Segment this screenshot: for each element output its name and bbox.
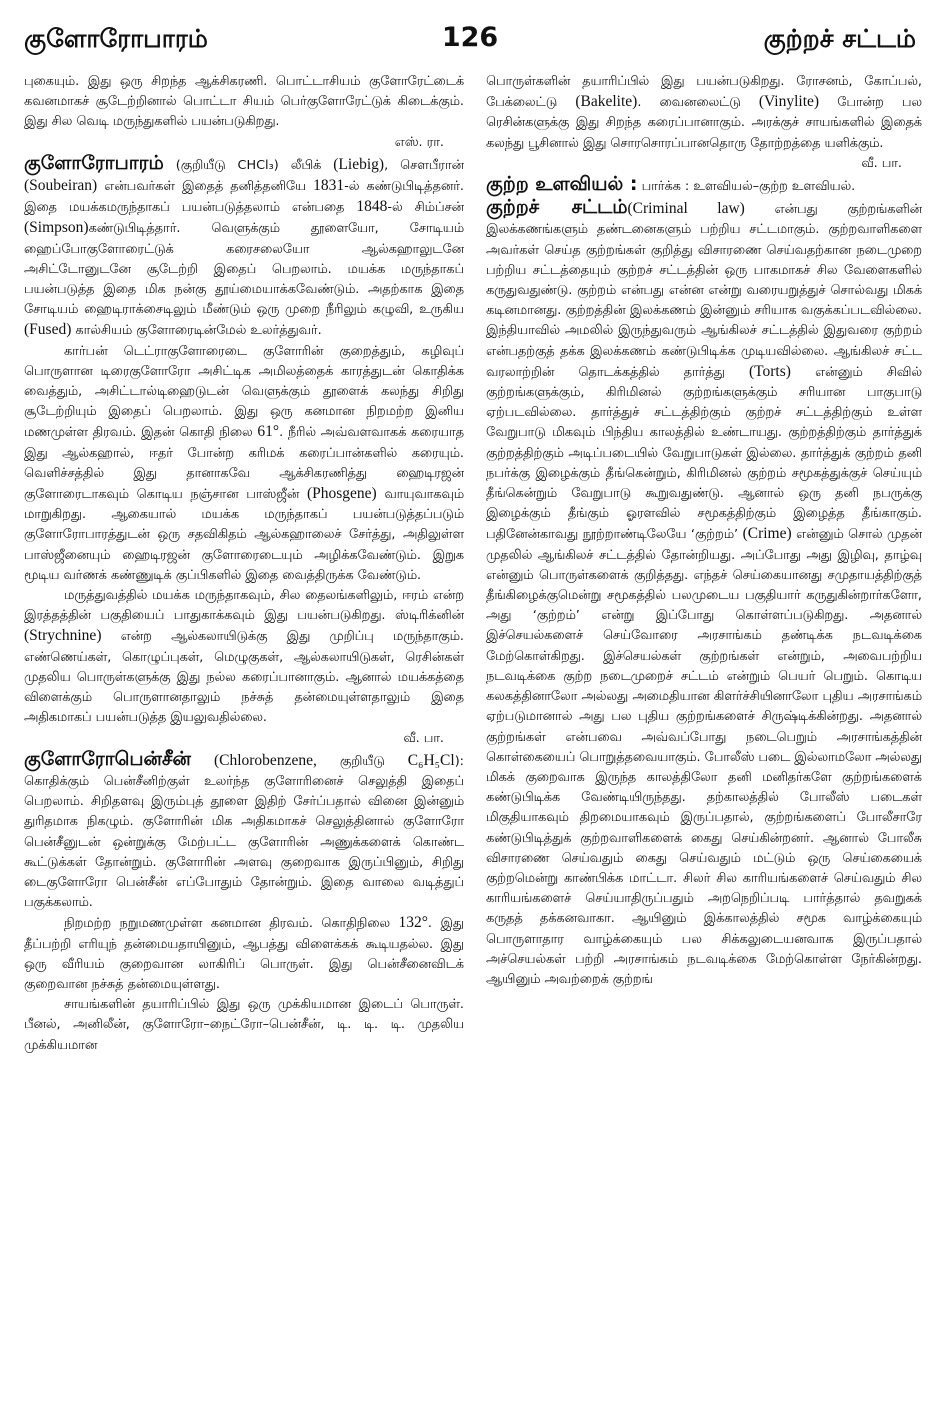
english-term: (Phosgene) bbox=[306, 485, 377, 503]
paragraph bbox=[24, 586, 464, 749]
english-term: (Chlorobenzene, bbox=[213, 751, 317, 769]
cross-reference: பார்க்க : உளவியல்–குற்ற உளவியல். bbox=[637, 179, 856, 195]
paragraph-text: வாயுவாகவும் மாறுகிறது. ஆகையால் மயக்க மருந்தாகப் பயன்படுத்தப்படும் குளோரோபாரத்துடன் ஒரு சதவிகிதம் ஆல்கஹாலைச் சேர்த்து, அதிலுள்ள பாஸ்ஜீனையும் ஹைடிரஜன் குளோரைடையும் அழிக்கவேண்டும். இறுக மூடிய வர்ணக் கண்ணுடிக் குப்பிகளில் இதை வைத்திருக்க வேண்டும். bbox=[24, 487, 464, 583]
running-head bbox=[24, 22, 916, 62]
paragraph-text: போன்ற பல ரெசின்களுக்கு இது சிறந்த கரைப்பானாகும். அரக்குச் சாயங்களில் இதைக் கலந்து பூசினால் இது சொரசொரப்பானதொரு தோற்றத்தை யளிக்கும். bbox=[486, 95, 922, 151]
english-term: (Crime) bbox=[742, 525, 792, 543]
entry-text: என்னும் சொல் முதன் முதலில் ஆங்கிலச் சட்டத்தில் தோன்றியது. அப்போது அது இழிவு, தாழ்வு என்னும் பொருள்களைக் குறித்தது. எந்தச் செய்கையானது சமுதாயத்திற்குத் தீங்கிழைக்குமென்று சமூகத்தில் பலமுடைய பகுதியார் கருதுகின்றார்களோ, அது ‘குற்றம்’ என்று இப்போது கொள்ளப்படுகிறது. அதனால் இச்செயல்களைச் செய்வோரை அரசாங்கம் தண்டிக்க நடவடிக்கை மேற்கொள்கிறது. இச்செயல்கள் குற்றங்கள் என்றும், அவைபற்றிய நடவடிக்கை குற்ற நடைமுறைச் சட்டம் என்றும் பெயர் பெறும். கொடிய கலகத்தினாலோ அல்லது அமைதியான கிளர்ச்சியினாலோ புதிய அரசாங்கம் ஏற்படுமானால் அது பல புதிய குற்றங்களைச் சிருஷ்டிக்கின்றது. அதனால் குற்றங்கள் என்பவை அவ்வப்போது நடைபெறும் அரசாங்கத்தின் கொள்கையைப் பொறுத்தவையாகும். போலீஸ் படை இல்லாமலோ அல்லது மிகக் குறைவாக இருந்த காலத்திலோ தனி மனிதர்களே குற்றங்களைக் கண்டுபிடிக்க வேண்டியிருந்தது. தற்காலத்தில் போலீஸ் படைகள் மிகுதியாகவும் திறமையாகவும் இருப்பதால், குற்றங்களைப் போலீசாரே கண்டுபிடித்துக் குற்றவாளிகளைக் கைது செய்கின்றனர். ஆனால் போலீசு விசாரணை செய்வதும் கைது செய்வதும் மட்டும் ஒரு செய்கையைக் குற்றமென்று காண்பிக்க மாட்டா. சிலர் சில காரியங்களைச் செய்வதும் சில காரியங்களைச் செய்யாதிருப்பதும் அறநெறிப்படி பார்த்தால் தவறுகக் கருதத் தக்கனவாகா. ஆயினும் இக்காலத்தில் சமூக வாழ்க்கையும் பொருளாதார வாழ்க்கையும் பல சிக்கலுடையனவாக இருப்பதால் அச்செயல்கள் பற்றி அரசாங்கம் நடவடிக்கை மேற்கொள்ள நேர்கின்றது. ஆயினும் அவற்றைக் குற்றங் bbox=[486, 527, 922, 987]
paragraph bbox=[24, 342, 464, 586]
author-initials: எஸ். ரா. bbox=[394, 134, 444, 150]
entry-heading: குளோரோபாரம் bbox=[24, 151, 164, 174]
boiling-point: 132° bbox=[398, 914, 428, 932]
entry-formula: C₆H₅Cl bbox=[407, 751, 455, 769]
entry-chloroform bbox=[24, 153, 464, 342]
paragraph-text: . நீரில் அவ்வளவாகக் கரையாத இது ஆல்கஹால், ஈதர் போன்ற கரிமக் கரைப்பான்களில் கரையும். வெளிச்சத்தில் இது தானாகவே ஆக்சிகரணித்து ஹைடிரஜன் குளோரைடாகவும் கொடிய நஞ்சான பாஸ்ஜீன் bbox=[24, 425, 464, 503]
entry-text: , சௌபீரான் bbox=[384, 157, 464, 173]
paragraph bbox=[24, 913, 464, 995]
year: 1831 bbox=[313, 177, 345, 195]
paragraph-text: பொருள்களின் தயாரிப்பில் இது பயன்படுகிறது. ரோசனம், கோப்பல், பேக்லைட்டு bbox=[486, 74, 922, 111]
paragraph bbox=[24, 72, 464, 153]
boiling-point: 61° bbox=[257, 423, 280, 441]
entry-heading: குற்றச் சட்டம் bbox=[486, 196, 628, 219]
paragraph bbox=[486, 72, 922, 174]
left-column bbox=[24, 72, 464, 1412]
year: 1848 bbox=[356, 198, 388, 216]
paragraph bbox=[24, 995, 464, 1056]
author-initials: வீ. பா. bbox=[403, 730, 444, 746]
entry-text: லீபிக் bbox=[278, 157, 334, 173]
english-term: (Strychnine) bbox=[24, 627, 102, 645]
entry-text: -ல் கண்டுபிடித்தனர். இதை மயக்கமருந்தாகப் பயன்படுத்தலாம் என்பதை bbox=[24, 179, 464, 216]
entry-text: என்பது குற்றங்களின் இலக்கணங்களும் தண்டனைகளும் பற்றிய சட்டமாகும். குற்றவாளிகளை அவர்கள் செய்த குற்றங்கள் குறித்து விசாரணை செய்வதற்கான நடைமுறை பற்றிய சட்டத்தையும் குற்றச் சட்டத்தின் ஒரு பாகமாகச் சில வேளைகளில் கருதுவதுண்டு. குற்றம் என்பது என்ன என்று வரையறுத்துச் சொல்வது மிகக் கடினமானது. குற்றத்தின் இலக்கணம் இன்னும் சரியாக வகுக்கப்படவில்லை. இந்தியாவில் அமலில் இருந்துவரும் ஆங்கிலச் சட்டத்தில் இதுவரை குற்றம் என்பதற்குத் தக்க இலக்கணம் கண்டுபிடிக்க முடியவில்லை. ஆங்கிலச் சட்ட வரலாற்றின் தொடக்கத்தில் தார்த்து bbox=[486, 202, 922, 380]
entry-text: கால்சியம் குளோரைடின்மேல் உலர்த்துவர். bbox=[71, 323, 322, 339]
paragraph-text: சாயங்களின் தயாரிப்பில் இது ஒரு முக்கியமான இடைப் பொருள். பீனல், அனிலீன், குளோரோ–நைட்ரோ–பென்சீன், டி. டி. டி. முதலிய முக்கியமான bbox=[24, 997, 464, 1053]
english-term: (Bakelite) bbox=[575, 93, 638, 111]
paragraph-text: மருத்துவத்தில் மயக்க மருந்தாகவும், சில தைலங்களிலும், ஈரம் என்ற இரத்தத்தின் பகுதியைப் பாதுகாக்கவும் இது பயன்படுகிறது. ஸ்டிரிக்னின் bbox=[24, 588, 464, 624]
entry-text: ): கொதிக்கும் பென்சீனிற்குள் உலர்ந்த குளோரினைச் செலுத்தி இதைப் பெறலாம். சிறிதளவு இரும்புத் தூளை இதிற் சேர்ப்பதால் வினை இன்னும் துரிதமாக நிகழும். குளோரின் மிக அதிகமாகச் செலுத்தினால் குளோரோ பென்சீனுடன் ஒன்றுக்கு மேற்பட்ட குளோரின் அணுக்களைக் கொண்ட கூட்டுக்கள் தோன்றும். குளோரின் அளவு குறைவாக இருப்பினும், சிறிது டைகுளோரோ பென்சீன் எப்போதும் தோன்றும். இதை வாலை வடித்துப் பகுக்கலாம். bbox=[24, 753, 464, 911]
entry-text: என்னும் சிவில் குற்றங்களுக்கும், கிரிமினல் குற்றங்களுக்கும் சரியான பாகுபாடு ஏற்படவில்லை. தார்த்துச் சட்டத்திற்கும் குற்றச் சட்டத்திற்கும் உள்ள வேறுபாடு மிகவும் பிந்திய காலத்தில் உண்டாயது. குற்றத்திற்கும் தார்த்துக் குற்றத்திற்கும் அடிப்படையில் வேறுபாடுகள் இல்லை. தார்த்துக் குற்றம் தனி நபர்க்கு இழைக்கும் தீங்கென்றும், கிரிமினல் குற்றம் சமூகத்துக்குச் செய்யும் தீங்கென்றும் வேறுபாடு கூறுவதுண்டு. ஆனால் ஒரு தனி நபருக்கு இழைக்கும் தீங்கும் ஓரளவில் சமூகத்திற்கும் இழைத்த தீங்காகும். பதினேன்காவது நூற்றாண்டிலேயே ‘குற்றம்’ bbox=[486, 364, 922, 543]
entry-text: -ல் சிம்ப்சன் bbox=[387, 200, 464, 216]
running-head-left: குளோரோபாரம் bbox=[24, 24, 208, 53]
english-term: (Fused) bbox=[24, 321, 72, 339]
entry-text: என்பவர்கள் இதைத் தனித்தனியே bbox=[97, 179, 314, 195]
english-term: (Simpson) bbox=[24, 219, 89, 237]
right-column bbox=[486, 72, 922, 1412]
paragraph-text: . இது தீப்பற்றி எரியுந் தன்மையதாயினும், ஆபத்து விளைக்கக் கூடியதல்ல. இது ஒரு வீரியம் குறைவான லாகிரிப் பொருள். இது பென்சீனைவிடக் குறைவான நச்சுத் தன்மையுள்ளது. bbox=[24, 916, 464, 992]
english-term: (Torts) bbox=[748, 362, 791, 380]
entry-text: கண்டுபிடித்தார். வெளுக்கும் தூளையோ, சோடியம் ஹைப்போகுளோரைட்டுக் கரைசலையோ ஆல்கஹாலுடனே அசிட்டோனுடனே சூடேற்றி இதைப் பெறலாம். மயக்க மருந்தாகப் பயன்படுத்த இதை மிக நன்கு தூய்மையாக்கவேண்டும். அதற்காக இதை சோடியம் ஹைடிராக்சைடிலும் மீண்டும் ஒரு முறை நீரிலும் கழுவி, உருகிய bbox=[24, 221, 464, 318]
entry-text: குறியீடு bbox=[316, 753, 408, 769]
english-term: (Soubeiran) bbox=[24, 177, 98, 195]
paragraph-text: . வைனலைட்டு bbox=[637, 95, 759, 111]
entry-formula: (குறியீடு CHCl₃) bbox=[175, 157, 279, 173]
entry-criminal-law bbox=[486, 197, 922, 990]
entry-heading: குளோரோபென்சீன் bbox=[24, 747, 191, 770]
paragraph-text: புகையும். இது ஒரு சிறந்த ஆக்சிகரணி. பொட்டாசியம் குளோரேட்டைக் கவனமாகச் சூடேற்றினால் பொட்டா சியம் பெர்குளோரேட்டுக் கிடைக்கும். இது சில வெடி மருந்துகளில் பயன்படுகிறது. bbox=[24, 74, 464, 130]
paragraph-text: என்ற ஆல்கலாயிடுக்கு இது முறிப்பு மருந்தாகும். எண்ணெய்கள், கொழுப்புகள், மெழுகுகள், ஆல்கலாயிடுகள், ரெசின்கள் முதலிய பொருள்களுக்கு இது நல்ல கரைப்பானாகும். ஆனால் மயக்கத்தை விளைக்கும் பொருளானதாலும் நச்சுத் தன்மையுள்ளதாலும் இதை அதிகமாகப் பயன்படுத்த இயலுவதில்லை. bbox=[24, 629, 464, 726]
english-term: (Vinylite) bbox=[758, 93, 820, 111]
english-term: (Criminal law) bbox=[627, 200, 745, 218]
page-number: 126 bbox=[441, 22, 499, 53]
paragraph-text: கார்பன் டெட்ராகுளோரைடை குளோரின் குறைத்தும், கழிவுப் பொருளான டிரைகுளோரோ அசிட்டிக அமிலத்தைக் காரத்துடன் கொதிக்க வைத்தும், அசிட்டால்டிஹைடுடன் வெளுக்கும் தூளைக் கலந்து சிறிது சூடேற்றியும் இதைப் பெறலாம். இது ஒரு கனமான நிறமற்ற இனிய மணமுள்ள திரவம். இதன் கொதி நிலை bbox=[24, 343, 464, 441]
paragraph-text: நிறமற்ற நறுமணமுள்ள கனமான திரவம். கொதிநிலை bbox=[64, 916, 399, 932]
author-initials: வீ. பா. bbox=[861, 155, 902, 171]
running-head-right: குற்றச் சட்டம் bbox=[763, 24, 916, 53]
english-term: (Liebig) bbox=[333, 155, 385, 173]
entry-criminal-psychology bbox=[486, 174, 922, 197]
entry-chlorobenzene bbox=[24, 749, 464, 914]
entry-heading: குற்ற உளவியல் : bbox=[486, 173, 638, 196]
